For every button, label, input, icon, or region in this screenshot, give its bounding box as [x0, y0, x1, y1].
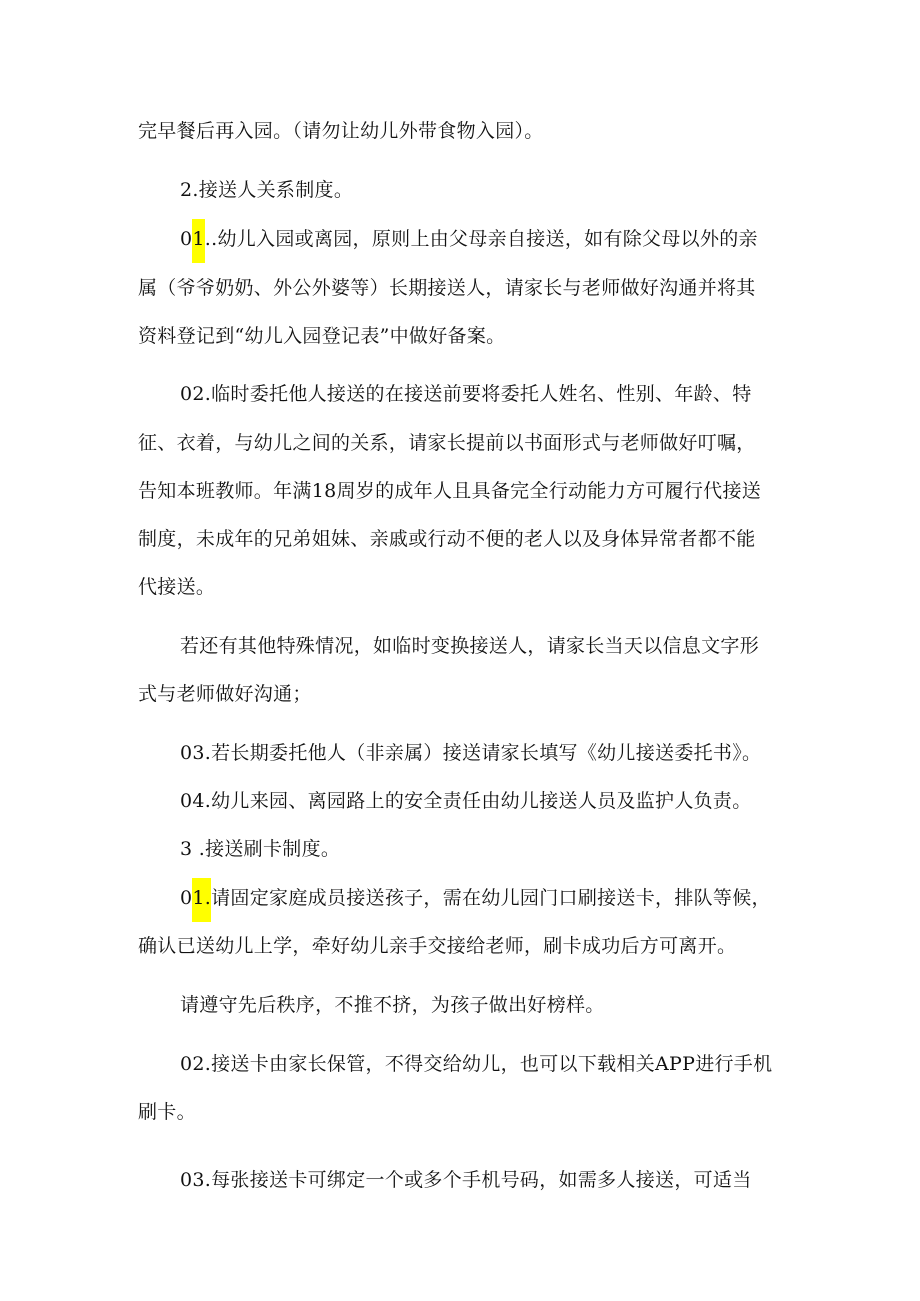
text-line-21: 03.每张接送卡可绑定一个或多个手机号码，如需多人接送，可适当: [180, 1169, 752, 1191]
text-line-16: [180, 886, 771, 910]
text-line-14: 04.幼儿来园、离园路上的安全责任由幼儿接送人员及监护人负责。: [180, 790, 752, 812]
line-text: ..幼儿入园或离园，原则上由父母亲自接送，如有除父母以外的亲: [204, 228, 758, 250]
text-line-12: 式与老师做好沟通；: [138, 683, 312, 705]
text-line-3: [180, 227, 758, 251]
text-line-17: 确认已送幼儿上学，牵好幼儿亲手交接给老师，刷卡成功后方可离开。: [138, 935, 737, 957]
text-line-5: 资料登记到“幼儿入园登记表”中做好备案。: [138, 325, 506, 347]
list-marker: 0: [180, 228, 193, 250]
text-line-11: 若还有其他特殊情况，如临时变换接送人，请家长当天以信息文字形: [180, 635, 760, 657]
line-text: 请固定家庭成员接送孩子，需在幼儿园门口刷接送卡，排队等候，: [211, 887, 771, 909]
section-heading-3: 3 .接送刷卡制度。: [180, 838, 341, 860]
text-line-8: 告知本班教师。年满18周岁的成年人且具备完全行动能力方可履行代接送: [138, 480, 762, 502]
text-line-20: 刷卡。: [138, 1101, 196, 1123]
text-line-19: 02.接送卡由家长保管，不得交给幼儿，也可以下载相关APP进行手机: [180, 1053, 773, 1075]
section-heading-2: 2.接送人关系制度。: [180, 179, 354, 201]
text-line-10: 代接送。: [138, 576, 216, 598]
text-line-13: 03.若长期委托他人（非亲属）接送请家长填写《幼儿接送委托书》。: [180, 742, 762, 764]
text-line-7: 征、衣着，与幼儿之间的关系，请家长提前以书面形式与老师做好叮嘱，: [138, 432, 756, 454]
highlight-marker: 1: [192, 219, 204, 263]
text-line-18: 请遵守先后秩序，不推不挤，为孩子做出好榜样。: [180, 994, 605, 1016]
text-line-9: 制度，未成年的兄弟姐妹、亲戚或行动不便的老人以及身体异常者都不能: [138, 528, 756, 550]
text-line-4: 属（爷爷奶奶、外公外婆等）长期接送人，请家长与老师做好沟通并将其: [138, 277, 756, 299]
list-marker: 0: [180, 887, 193, 909]
text-line-1: 完早餐后再入园。（请勿让幼儿外带食物入园）。: [138, 120, 544, 142]
text-line-6: 02.临时委托他人接送的在接送前要将委托人姓名、性别、年龄、特: [180, 383, 752, 405]
highlight-marker: 1.: [192, 878, 211, 922]
